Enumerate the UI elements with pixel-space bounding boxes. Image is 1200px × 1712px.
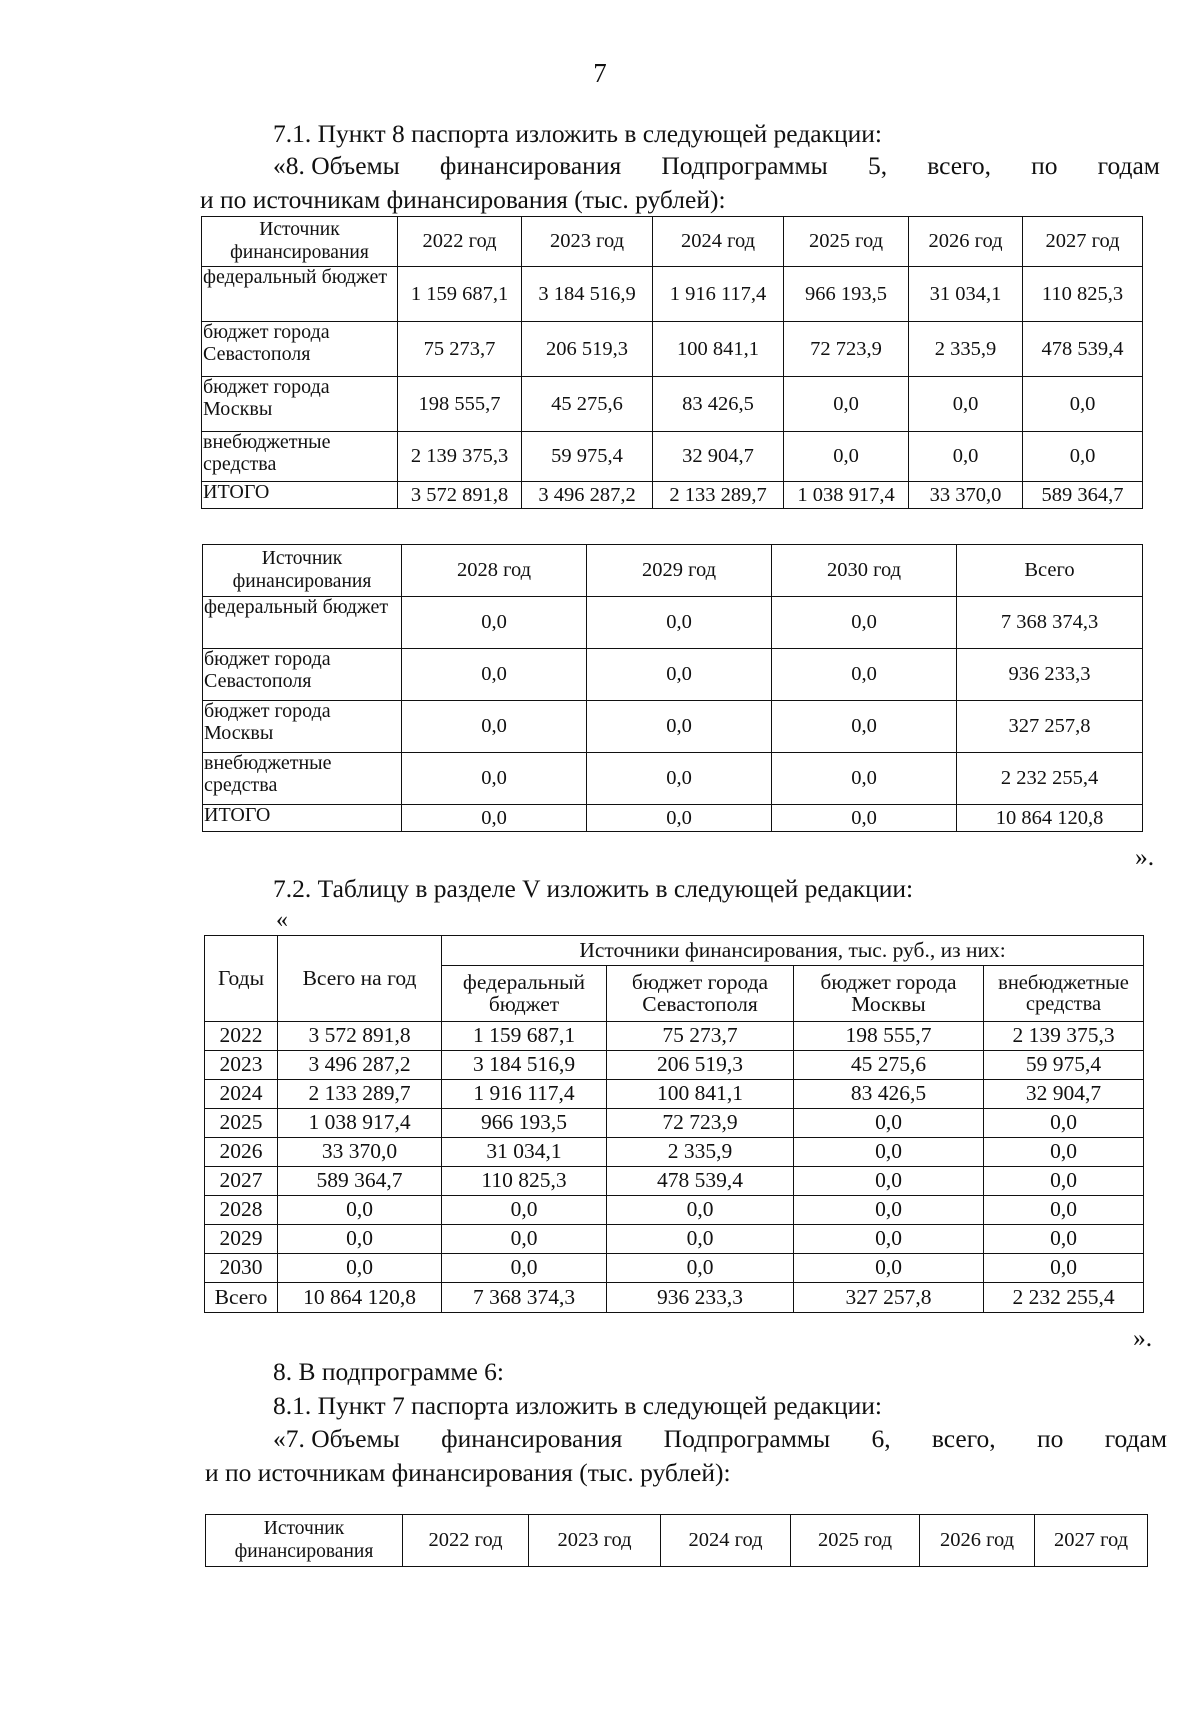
table-row bbox=[203, 753, 1143, 805]
row-source: ИТОГО bbox=[202, 482, 398, 509]
clause-8-line1 bbox=[273, 153, 1160, 179]
cell: 2 335,9 bbox=[607, 1138, 794, 1167]
header-year: 2028 год bbox=[402, 545, 587, 597]
row-source: федеральный бюджет bbox=[203, 597, 402, 649]
cell: 0,0 bbox=[794, 1225, 984, 1254]
cell: 0,0 bbox=[1023, 432, 1143, 482]
header-year: 2024 год bbox=[653, 217, 784, 267]
header-year: 2022 год bbox=[398, 217, 522, 267]
cell: 0,0 bbox=[909, 432, 1023, 482]
cell: 936 233,3 bbox=[957, 649, 1143, 701]
cell: 2 232 255,4 bbox=[957, 753, 1143, 805]
cell: 0,0 bbox=[984, 1109, 1144, 1138]
header-year: 2025 год bbox=[791, 1515, 920, 1567]
header-year: 2027 год bbox=[1023, 217, 1143, 267]
header-total: Всего bbox=[957, 545, 1143, 597]
cell: 478 539,4 bbox=[1023, 322, 1143, 377]
financing-table-2022-2027 bbox=[201, 216, 1143, 509]
cell: 0,0 bbox=[607, 1225, 794, 1254]
table-header-row bbox=[205, 936, 1144, 966]
financing-by-year-table bbox=[204, 935, 1144, 1313]
word: финансирования bbox=[441, 1424, 623, 1453]
cell: 0,0 bbox=[984, 1196, 1144, 1225]
header-moscow: бюджет города Москвы bbox=[794, 966, 984, 1022]
cell: 3 572 891,8 bbox=[398, 482, 522, 509]
header-year: 2023 год bbox=[522, 217, 653, 267]
cell: 0,0 bbox=[984, 1167, 1144, 1196]
table-row bbox=[205, 1022, 1144, 1051]
cell: 0,0 bbox=[402, 805, 587, 832]
word: всего, bbox=[931, 1424, 996, 1453]
cell: 2 232 255,4 bbox=[984, 1283, 1144, 1313]
word: годам bbox=[1104, 1424, 1167, 1453]
table-header-row bbox=[206, 1515, 1148, 1567]
cell: 0,0 bbox=[607, 1196, 794, 1225]
cell-year: 2028 bbox=[205, 1196, 278, 1225]
closing-quote: ». bbox=[1135, 842, 1155, 871]
cell: 72 723,9 bbox=[607, 1109, 794, 1138]
cell: 966 193,5 bbox=[784, 267, 909, 322]
cell: 31 034,1 bbox=[909, 267, 1023, 322]
cell: 3 184 516,9 bbox=[442, 1051, 607, 1080]
header-year: 2026 год bbox=[909, 217, 1023, 267]
cell-year: 2022 bbox=[205, 1022, 278, 1051]
cell: 0,0 bbox=[794, 1254, 984, 1283]
table-row bbox=[205, 1254, 1144, 1283]
word: «7. Объемы bbox=[273, 1424, 400, 1453]
cell: 10 864 120,8 bbox=[278, 1283, 442, 1313]
row-source: внебюджетные средства bbox=[202, 432, 398, 482]
cell: 0,0 bbox=[772, 649, 957, 701]
cell: 31 034,1 bbox=[442, 1138, 607, 1167]
header-source: Источник финансирования bbox=[202, 217, 398, 267]
table-row bbox=[203, 597, 1143, 649]
table-row bbox=[202, 267, 1143, 322]
header-year: 2024 год bbox=[661, 1515, 791, 1567]
cell-year: 2029 bbox=[205, 1225, 278, 1254]
cell: 0,0 bbox=[794, 1196, 984, 1225]
table-row bbox=[203, 649, 1143, 701]
cell: 198 555,7 bbox=[398, 377, 522, 432]
cell: 7 368 374,3 bbox=[957, 597, 1143, 649]
closing-quote: ». bbox=[1133, 1323, 1153, 1352]
word: финансирования bbox=[439, 151, 622, 180]
cell: 0,0 bbox=[587, 753, 772, 805]
cell: 0,0 bbox=[587, 701, 772, 753]
cell: 0,0 bbox=[794, 1138, 984, 1167]
cell: 10 864 120,8 bbox=[957, 805, 1143, 832]
cell: 2 133 289,7 bbox=[278, 1080, 442, 1109]
cell: 3 572 891,8 bbox=[278, 1022, 442, 1051]
clause-8-1: 8.1. Пункт 7 паспорта изложить в следующей редакции: bbox=[273, 1391, 882, 1420]
clause-8: 8. В подпрограмме 6: bbox=[273, 1357, 504, 1386]
total-row bbox=[202, 482, 1143, 509]
cell: 0,0 bbox=[402, 701, 587, 753]
cell: 0,0 bbox=[402, 597, 587, 649]
cell: 478 539,4 bbox=[607, 1167, 794, 1196]
cell: 0,0 bbox=[442, 1196, 607, 1225]
cell: 206 519,3 bbox=[607, 1051, 794, 1080]
opening-quote: « bbox=[276, 907, 288, 933]
cell: 0,0 bbox=[442, 1254, 607, 1283]
table-row bbox=[203, 701, 1143, 753]
word: 5, bbox=[867, 151, 888, 180]
cell: 327 257,8 bbox=[794, 1283, 984, 1313]
cell: 0,0 bbox=[772, 701, 957, 753]
cell: 0,0 bbox=[278, 1196, 442, 1225]
cell: 1 916 117,4 bbox=[653, 267, 784, 322]
row-source: внебюджетные средства bbox=[203, 753, 402, 805]
header-sources-group: Источники финансирования, тыс. руб., из них: bbox=[442, 936, 1144, 966]
cell: 83 426,5 bbox=[794, 1080, 984, 1109]
table-row bbox=[205, 1051, 1144, 1080]
clause-7-1: 7.1. Пункт 8 паспорта изложить в следующей редакции: bbox=[273, 119, 882, 148]
cell-year: 2023 bbox=[205, 1051, 278, 1080]
cell: 0,0 bbox=[909, 377, 1023, 432]
cell: 3 184 516,9 bbox=[522, 267, 653, 322]
header-sevastopol: бюджет города Севастополя bbox=[607, 966, 794, 1022]
page-number: 7 bbox=[593, 58, 607, 88]
header-source: Источник финансирования bbox=[206, 1515, 403, 1567]
header-years: Годы bbox=[205, 936, 278, 1022]
header-year: 2030 год bbox=[772, 545, 957, 597]
cell: 0,0 bbox=[984, 1138, 1144, 1167]
clause-7-2: 7.2. Таблицу в разделе V изложить в следующей редакции: bbox=[273, 874, 914, 903]
cell: 45 275,6 bbox=[522, 377, 653, 432]
word: «8. Объемы bbox=[273, 151, 400, 180]
cell: 0,0 bbox=[794, 1167, 984, 1196]
cell: 75 273,7 bbox=[607, 1022, 794, 1051]
header-extrabudget: внебюджетные средства bbox=[984, 966, 1144, 1022]
cell-year: 2026 bbox=[205, 1138, 278, 1167]
clause-8-line2: и по источникам финансирования (тыс. рублей): bbox=[200, 185, 726, 214]
word: Подпрограммы bbox=[663, 1424, 831, 1453]
row-source: ИТОГО bbox=[203, 805, 402, 832]
table-row bbox=[202, 377, 1143, 432]
cell: 2 139 375,3 bbox=[398, 432, 522, 482]
cell: 2 335,9 bbox=[909, 322, 1023, 377]
cell: 45 275,6 bbox=[794, 1051, 984, 1080]
cell: 0,0 bbox=[587, 649, 772, 701]
financing-table-2028-2030 bbox=[202, 544, 1143, 832]
header-year: 2027 год bbox=[1035, 1515, 1148, 1567]
cell: 0,0 bbox=[772, 753, 957, 805]
cell: 936 233,3 bbox=[607, 1283, 794, 1313]
header-federal: федеральный бюджет bbox=[442, 966, 607, 1022]
cell: 33 370,0 bbox=[909, 482, 1023, 509]
cell: 0,0 bbox=[784, 432, 909, 482]
word: по bbox=[1036, 1424, 1064, 1453]
cell: 0,0 bbox=[784, 377, 909, 432]
cell: 110 825,3 bbox=[1023, 267, 1143, 322]
cell: 59 975,4 bbox=[522, 432, 653, 482]
cell: 110 825,3 bbox=[442, 1167, 607, 1196]
word: Подпрограммы bbox=[661, 151, 828, 180]
table-row bbox=[205, 1109, 1144, 1138]
header-year: 2026 год bbox=[920, 1515, 1035, 1567]
cell: 589 364,7 bbox=[1023, 482, 1143, 509]
cell: 0,0 bbox=[442, 1225, 607, 1254]
word: годам bbox=[1097, 151, 1160, 180]
cell: 0,0 bbox=[984, 1225, 1144, 1254]
cell: 327 257,8 bbox=[957, 701, 1143, 753]
cell: 0,0 bbox=[278, 1225, 442, 1254]
row-source: бюджет города Москвы bbox=[203, 701, 402, 753]
header-year: 2023 год bbox=[529, 1515, 661, 1567]
cell: 7 368 374,3 bbox=[442, 1283, 607, 1313]
header-year: 2029 год bbox=[587, 545, 772, 597]
total-row bbox=[205, 1283, 1144, 1313]
cell: 0,0 bbox=[772, 597, 957, 649]
cell-year: 2025 bbox=[205, 1109, 278, 1138]
cell: 3 496 287,2 bbox=[522, 482, 653, 509]
table-header-row bbox=[202, 217, 1143, 267]
cell: 966 193,5 bbox=[442, 1109, 607, 1138]
cell: 100 841,1 bbox=[653, 322, 784, 377]
cell: 0,0 bbox=[984, 1254, 1144, 1283]
row-source: бюджет города Севастополя bbox=[203, 649, 402, 701]
cell: 1 038 917,4 bbox=[278, 1109, 442, 1138]
cell: 0,0 bbox=[278, 1254, 442, 1283]
cell: 2 133 289,7 bbox=[653, 482, 784, 509]
word: всего, bbox=[927, 151, 991, 180]
table-row bbox=[205, 1080, 1144, 1109]
cell: 0,0 bbox=[587, 805, 772, 832]
cell: 0,0 bbox=[402, 649, 587, 701]
cell: 589 364,7 bbox=[278, 1167, 442, 1196]
table-row bbox=[205, 1196, 1144, 1225]
cell: 0,0 bbox=[607, 1254, 794, 1283]
cell: 0,0 bbox=[1023, 377, 1143, 432]
cell: 83 426,5 bbox=[653, 377, 784, 432]
cell: 100 841,1 bbox=[607, 1080, 794, 1109]
cell: 198 555,7 bbox=[794, 1022, 984, 1051]
cell-year: 2027 bbox=[205, 1167, 278, 1196]
cell: 0,0 bbox=[402, 753, 587, 805]
header-year: 2025 год bbox=[784, 217, 909, 267]
table-header-row bbox=[203, 545, 1143, 597]
cell-year: Всего bbox=[205, 1283, 278, 1313]
financing-table-subprogram-6 bbox=[205, 1514, 1148, 1567]
cell-year: 2030 bbox=[205, 1254, 278, 1283]
cell-year: 2024 bbox=[205, 1080, 278, 1109]
word: 6, bbox=[871, 1424, 891, 1453]
header-year: 2022 год bbox=[403, 1515, 529, 1567]
clause-7-line1 bbox=[273, 1426, 1167, 1452]
table-row bbox=[202, 432, 1143, 482]
table-row bbox=[205, 1138, 1144, 1167]
total-row bbox=[203, 805, 1143, 832]
header-source: Источник финансирования bbox=[203, 545, 402, 597]
row-source: бюджет города Москвы bbox=[202, 377, 398, 432]
cell: 0,0 bbox=[772, 805, 957, 832]
word: по bbox=[1031, 151, 1058, 180]
table-row bbox=[205, 1167, 1144, 1196]
cell: 0,0 bbox=[587, 597, 772, 649]
row-source: бюджет города Севастополя bbox=[202, 322, 398, 377]
clause-7-line2: и по источникам финансирования (тыс. рублей): bbox=[205, 1458, 731, 1487]
cell: 206 519,3 bbox=[522, 322, 653, 377]
cell: 33 370,0 bbox=[278, 1138, 442, 1167]
cell: 59 975,4 bbox=[984, 1051, 1144, 1080]
cell: 1 159 687,1 bbox=[442, 1022, 607, 1051]
cell: 0,0 bbox=[794, 1109, 984, 1138]
cell: 3 496 287,2 bbox=[278, 1051, 442, 1080]
cell: 32 904,7 bbox=[653, 432, 784, 482]
cell: 75 273,7 bbox=[398, 322, 522, 377]
table-row bbox=[202, 322, 1143, 377]
cell: 1 038 917,4 bbox=[784, 482, 909, 509]
cell: 2 139 375,3 bbox=[984, 1022, 1144, 1051]
row-source: федеральный бюджет bbox=[202, 267, 398, 322]
cell: 72 723,9 bbox=[784, 322, 909, 377]
header-total-per-year: Всего на год bbox=[278, 936, 442, 1022]
table-row bbox=[205, 1225, 1144, 1254]
cell: 1 916 117,4 bbox=[442, 1080, 607, 1109]
cell: 32 904,7 bbox=[984, 1080, 1144, 1109]
cell: 1 159 687,1 bbox=[398, 267, 522, 322]
